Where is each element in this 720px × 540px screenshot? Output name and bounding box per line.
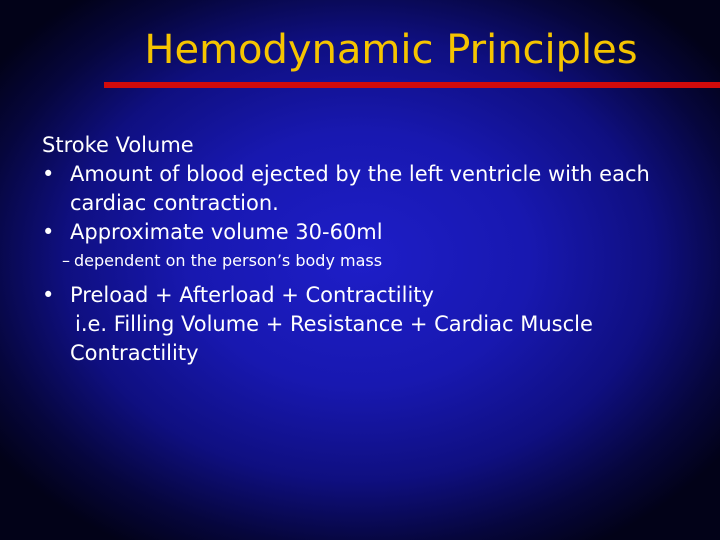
dash-icon: – [62, 251, 70, 270]
sub-bullet-list [42, 249, 702, 273]
bullet-item [42, 281, 702, 368]
slide-title: Hemodynamic Principles [144, 27, 638, 73]
title-divider [104, 82, 720, 88]
sub-bullet-text: dependent on the person’s body mass [74, 251, 383, 270]
bullet-icon: • [42, 162, 55, 186]
bullet-item [42, 160, 702, 218]
bullet-icon: • [42, 283, 55, 307]
bullet-continuation: i.e. Filling Volume + Resistance + Cardiac Muscle [75, 312, 593, 336]
bullet-text: Approximate volume 30-60ml [70, 220, 383, 244]
bullet-continuation: Contractility [70, 341, 199, 365]
bullet-text: Preload + Afterload + Contractility [70, 283, 434, 307]
bullet-icon: • [42, 220, 55, 244]
section-heading: Stroke Volume [42, 133, 194, 157]
slide-body [42, 131, 702, 368]
bullet-list [42, 160, 702, 368]
bullet-text: Amount of blood ejected by the left ventricle with each cardiac contraction. [70, 162, 650, 215]
bullet-item [42, 218, 702, 247]
sub-bullet-item [42, 249, 702, 273]
sub-bullet-group [42, 249, 702, 273]
